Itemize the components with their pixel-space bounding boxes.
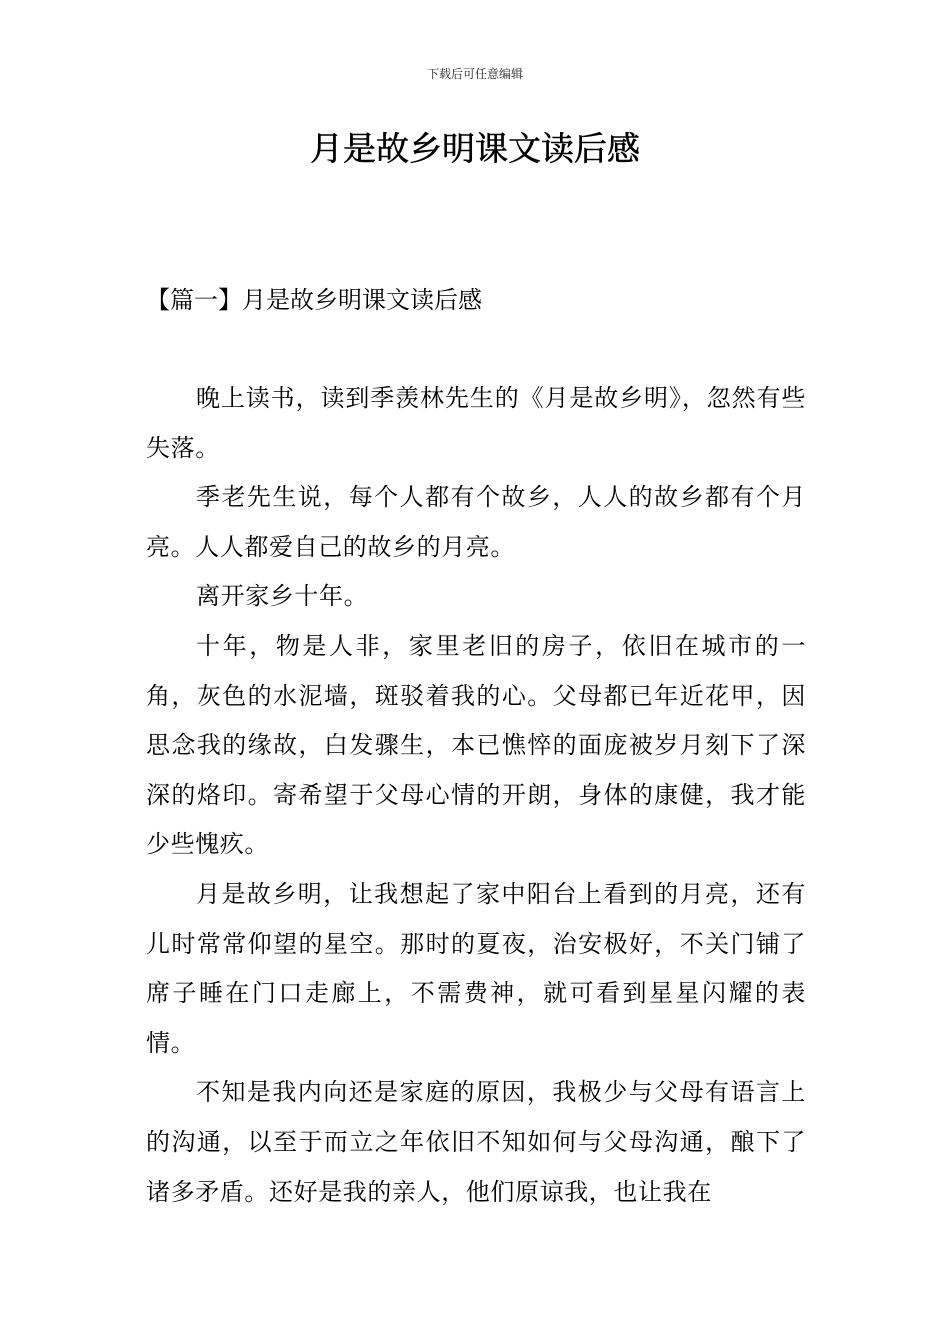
header-note: 下载后可任意编辑	[426, 67, 523, 81]
paragraph: 十年，物是人非，家里老旧的房子，依旧在城市的一角，灰色的水泥墙，斑驳着我的心。父母都已年近花甲，因思念我的缘故，白发骤生，本已憔悴的面庞被岁月刻下了深深的烙印。寄希望于父母心情的开朗，身体的康健，我才能少些愧疚。	[146, 631, 806, 859]
section-heading: 【篇一】月是故乡明课文读后感	[146, 286, 482, 314]
paragraph: 季老先生说，每个人都有个故乡，人人的故乡都有个月亮。人人都爱自己的故乡的月亮。	[146, 483, 806, 561]
document-title: 月是故乡明课文读后感	[310, 129, 640, 168]
paragraph: 月是故乡明，让我想起了家中阳台上看到的月亮，还有儿时常常仰望的星空。那时的夏夜，治安极好，不关门铺了席子睡在门口走廊上，不需费神，就可看到星星闪耀的表情。	[146, 879, 806, 1057]
paragraph: 晚上读书，读到季羡林先生的《月是故乡明》，忽然有些失落。	[146, 384, 806, 462]
paragraph: 离开家乡十年。	[196, 582, 369, 611]
paragraph: 不知是我内向还是家庭的原因，我极少与父母有语言上的沟通，以至于而立之年依旧不知如何与父母沟通，酿下了诸多矛盾。还好是我的亲人，他们原谅我，也让我在	[146, 1078, 806, 1206]
body-text	[146, 374, 806, 1217]
